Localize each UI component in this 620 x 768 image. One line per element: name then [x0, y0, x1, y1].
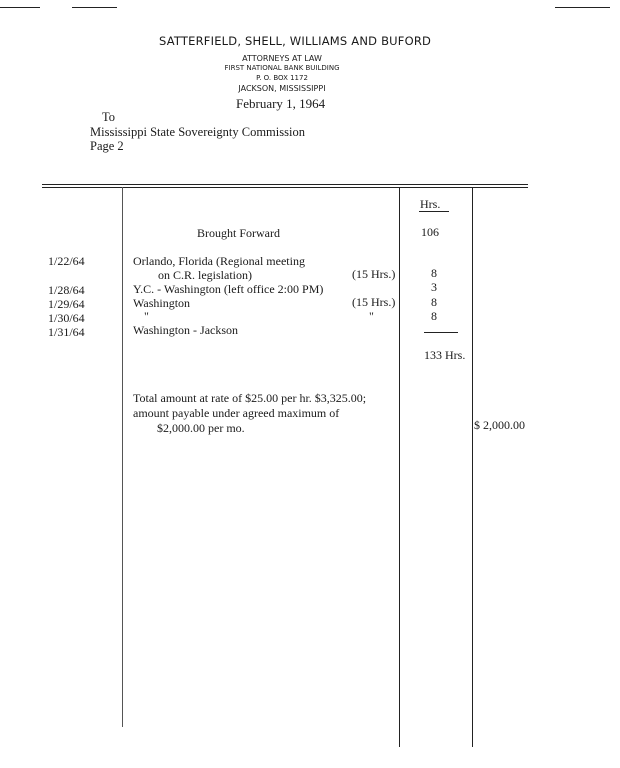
- column-divider: [472, 187, 473, 747]
- hours-header: Hrs.: [420, 197, 441, 211]
- letter-date: February 1, 1964: [236, 96, 326, 111]
- entry-description: on C.R. legislation): [158, 268, 252, 282]
- entry-hours: 8: [431, 295, 437, 309]
- entry-description: Y.C. - Washington (left office 2:00 PM): [133, 282, 324, 296]
- entry-description: ": [144, 309, 149, 323]
- to-label: To: [102, 110, 116, 124]
- scan-mark: [72, 7, 117, 8]
- scan-mark: [555, 7, 610, 8]
- hours-header-underline: [419, 211, 449, 212]
- entry-description: Washington: [133, 296, 191, 310]
- column-divider: [122, 187, 123, 727]
- entry-hours: 3: [431, 280, 437, 294]
- column-divider: [399, 187, 400, 747]
- entry-note: (15 Hrs.): [352, 295, 396, 309]
- entry-description: Washington - Jackson: [133, 323, 239, 337]
- hours-total-rule: [424, 332, 458, 333]
- letterhead-line: JACKSON, MISSISSIPPI: [238, 84, 326, 93]
- scan-mark: [0, 7, 40, 8]
- summary-line: amount payable under agreed maximum of: [133, 406, 340, 420]
- page-number: Page 2: [90, 139, 124, 153]
- letterhead-line: P. O. BOX 1172: [256, 74, 308, 82]
- brought-forward-label: Brought Forward: [197, 226, 280, 240]
- entry-description: Orlando, Florida (Regional meeting: [133, 254, 305, 268]
- table-top-rule: [42, 187, 528, 188]
- entry-hours: 8: [431, 266, 437, 280]
- recipient: Mississippi State Sovereignty Commission: [90, 125, 305, 139]
- table-top-rule: [42, 184, 528, 185]
- entry-hours: 8: [431, 309, 437, 323]
- entry-date: 1/31/64: [48, 325, 85, 339]
- entry-note: ": [369, 309, 374, 323]
- letterhead-line: ATTORNEYS AT LAW: [242, 54, 322, 63]
- firm-name: SATTERFIELD, SHELL, WILLIAMS AND BUFORD: [159, 34, 432, 48]
- entry-date: 1/30/64: [48, 311, 85, 325]
- letterhead-line: FIRST NATIONAL BANK BUILDING: [224, 64, 340, 72]
- entry-date: 1/29/64: [48, 297, 85, 311]
- brought-forward-hours: 106: [421, 225, 439, 239]
- total-hours: 133 Hrs.: [424, 348, 466, 362]
- entry-date: 1/28/64: [48, 283, 85, 297]
- entry-date: 1/22/64: [48, 254, 85, 268]
- summary-line: $2,000.00 per mo.: [157, 421, 245, 435]
- summary-line: Total amount at rate of $25.00 per hr. $3,325.00;: [133, 391, 367, 405]
- amount-payable: $ 2,000.00: [474, 418, 525, 432]
- entry-note: (15 Hrs.): [352, 267, 396, 281]
